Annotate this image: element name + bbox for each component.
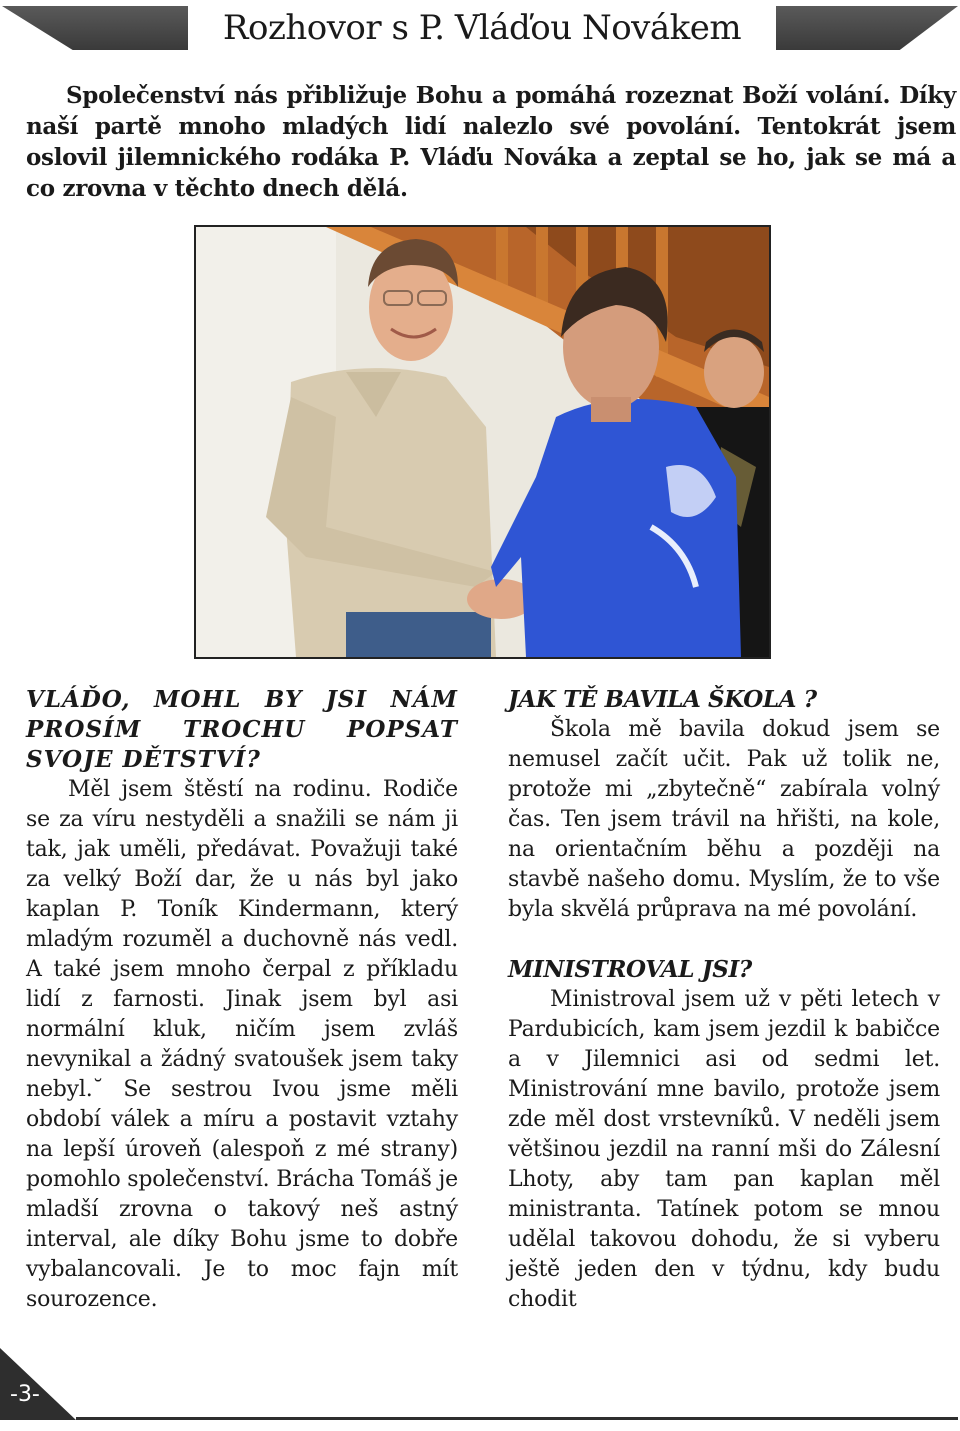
question-altar-server: MINISTROVAL JSI? [508, 956, 752, 983]
question-childhood-line-1: VLÁĎO, MOHL BY JSI NÁM [26, 686, 458, 713]
footer-rule [76, 1417, 958, 1420]
intro-paragraph: Společenství nás přibližuje Bohu a pomáhá rozeznat Boží volání. Díky naší partě mnoho mladých lidí nalezlo své povolání. Tentokrát jsem oslovil jilemnického rodáka P. Vláďu Nováka a zeptal se ho, jak se má a co zrovna v těchto dnech dělá. [26, 82, 956, 202]
question-school: JAK TĚ BAVILA ŠKOLA ? [508, 686, 817, 713]
question-childhood-line-2: PROSÍM TROCHU POPSAT [26, 716, 458, 743]
interview-photo [194, 225, 771, 659]
header-banner-right [776, 6, 958, 50]
answer-altar-server: Ministroval jsem už v pěti letech v Pardubicích, kam jsem jezdil k babičce a v Jilemnici asi od sedmi let. Ministrování mne bavilo, protože jsem zde měl dost vrstevníků. V neděli jsem většinou jezdil na ranní mši do Zálesní Lhoty, aby tam pan kaplan měl ministranta. Tatínek potom se mnou udělal takovou dohodu, že si vyberu ještě jeden den v týdnu, kdy budu chodit [508, 987, 940, 1312]
answer-childhood: Měl jsem štěstí na rodinu. Rodiče se za víru nestyděli a snažili se nám ji tak, jak uměli, předávat. Považuji také za velký Boží dar, že u nás byl jako kaplan P. Toník Kindermann, který mladým rozuměl a duchovně nás vedl. A také jsem mnoho čerpal z příkladu lidí z farnosti. Jinak jsem byl asi normální kluk, ničím jsem zvláš nevynikal a žádný svatoušek jsem taky nebyl.˘ Se sestrou Ivou jsme měli období válek a míru a postavit vztahy na lepší úroveň (alespoň z mé strany) pomohlo společenství. Brácha Tomáš je mladší zrovna o takový neš astný interval, ale díky Bohu jsme to dobře vybalancovali. Je to moc fajn mít sourozence. [26, 777, 458, 1312]
header-banner-left [2, 6, 188, 50]
question-childhood-line-3: SVOJE DĚTSTVÍ? [26, 746, 261, 773]
page-title: Rozhovor s P. Vláďou Novákem [222, 8, 742, 48]
page-number: -3- [10, 1382, 40, 1407]
answer-school: Škola mě bavila dokud jsem se nemusel začít učit. Pak už tolik ne, protože mi „zbytečně“ zabírala volný čas. Ten jsem trávil na hřišti, na kole, na orientačním běhu a později na stavbě našeho domu. Myslím, že to vše byla skvělá průprava na mé povolání. [508, 717, 940, 922]
interview-column-left [26, 685, 458, 1315]
interview-column-right [508, 685, 940, 1315]
